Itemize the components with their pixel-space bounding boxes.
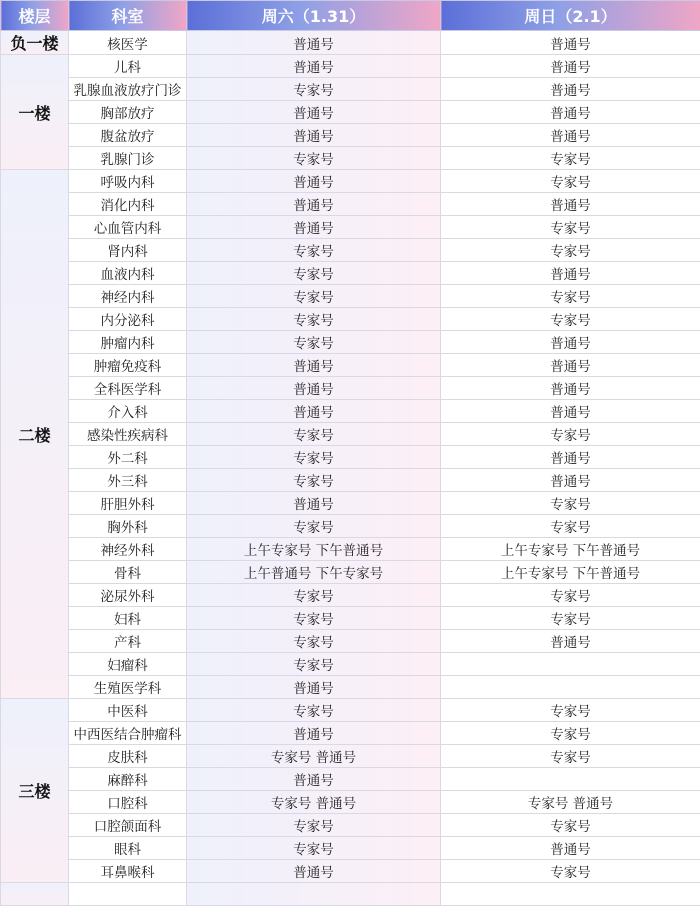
table-row: [1, 124, 700, 147]
sunday-cell: 普通号: [441, 837, 700, 860]
sunday-cell: 普通号: [441, 193, 700, 216]
dept-cell: 肿瘤内科: [69, 331, 187, 354]
dept-cell: 妇科: [69, 607, 187, 630]
sunday-cell: 普通号: [441, 630, 700, 653]
dept-cell: 外二科: [69, 446, 187, 469]
saturday-cell: 专家号: [187, 699, 441, 722]
saturday-cell: 专家号: [187, 331, 441, 354]
table-row: [1, 78, 700, 101]
saturday-cell: 普通号: [187, 400, 441, 423]
dept-cell: 生殖医学科: [69, 676, 187, 699]
saturday-cell: 普通号: [187, 216, 441, 239]
sunday-cell: 普通号: [441, 377, 700, 400]
saturday-cell: 普通号: [187, 377, 441, 400]
saturday-cell: 普通号: [187, 768, 441, 791]
table-row: [1, 584, 700, 607]
saturday-cell: 普通号: [187, 124, 441, 147]
sunday-cell: 专家号: [441, 423, 700, 446]
sunday-cell: 专家号: [441, 745, 700, 768]
sunday-cell: 普通号: [441, 78, 700, 101]
header-row: [1, 1, 700, 31]
sunday-cell: 专家号: [441, 147, 700, 170]
schedule-body: [1, 31, 700, 906]
table-row: [1, 630, 700, 653]
dept-cell: 泌尿外科: [69, 584, 187, 607]
table-row: [1, 722, 700, 745]
table-row: [1, 469, 700, 492]
table-row: [1, 331, 700, 354]
saturday-cell: 专家号: [187, 469, 441, 492]
table-row: [1, 814, 700, 837]
dept-cell: 中西医结合肿瘤科: [69, 722, 187, 745]
saturday-cell: 专家号: [187, 814, 441, 837]
saturday-cell: 上午普通号 下午专家号: [187, 561, 441, 584]
table-row: [1, 446, 700, 469]
dept-cell: 骨科: [69, 561, 187, 584]
saturday-cell: 普通号: [187, 193, 441, 216]
saturday-cell: 专家号: [187, 630, 441, 653]
dept-cell: 口腔科: [69, 791, 187, 814]
dept-cell: 妇瘤科: [69, 653, 187, 676]
table-row: [1, 262, 700, 285]
sunday-cell: 普通号: [441, 31, 700, 55]
table-row: [1, 699, 700, 722]
sunday-cell: 上午专家号 下午普通号: [441, 561, 700, 584]
blank-cell: [69, 883, 187, 906]
saturday-cell: 专家号 普通号: [187, 791, 441, 814]
header-sunday: 周日（2.1）: [441, 1, 700, 31]
dept-cell: 内分泌科: [69, 308, 187, 331]
dept-cell: 口腔颌面科: [69, 814, 187, 837]
dept-cell: 胸部放疗: [69, 101, 187, 124]
table-row: [1, 193, 700, 216]
dept-cell: 眼科: [69, 837, 187, 860]
saturday-cell: 专家号: [187, 837, 441, 860]
table-row: [1, 538, 700, 561]
dept-cell: 乳腺门诊: [69, 147, 187, 170]
dept-cell: 腹盆放疗: [69, 124, 187, 147]
saturday-cell: 普通号: [187, 31, 441, 55]
dept-cell: 乳腺血液放疗门诊: [69, 78, 187, 101]
dept-cell: 中医科: [69, 699, 187, 722]
sunday-cell: 普通号: [441, 469, 700, 492]
sunday-cell: 专家号 普通号: [441, 791, 700, 814]
sunday-cell: 普通号: [441, 101, 700, 124]
dept-cell: 介入科: [69, 400, 187, 423]
table-row: [1, 55, 700, 78]
table-row: [1, 31, 700, 55]
saturday-cell: 上午专家号 下午普通号: [187, 538, 441, 561]
sunday-cell: 专家号: [441, 584, 700, 607]
dept-cell: 产科: [69, 630, 187, 653]
sunday-cell: 专家号: [441, 285, 700, 308]
floor-cell: 一楼: [1, 55, 69, 170]
dept-cell: 儿科: [69, 55, 187, 78]
header-dept: 科室: [69, 1, 187, 31]
sunday-cell: 普通号: [441, 124, 700, 147]
saturday-cell: 专家号: [187, 308, 441, 331]
floor-cell: 负一楼: [1, 31, 69, 55]
table-row: [1, 837, 700, 860]
sunday-cell: 专家号: [441, 492, 700, 515]
saturday-cell: 普通号: [187, 676, 441, 699]
blank-cell: [441, 883, 700, 906]
table-row: [1, 745, 700, 768]
sunday-cell: [441, 676, 700, 699]
dept-cell: 血液内科: [69, 262, 187, 285]
table-row: [1, 768, 700, 791]
table-row: [1, 423, 700, 446]
dept-cell: 胸外科: [69, 515, 187, 538]
dept-cell: 感染性疾病科: [69, 423, 187, 446]
table-row: [1, 308, 700, 331]
saturday-cell: 专家号 普通号: [187, 745, 441, 768]
dept-cell: 核医学: [69, 31, 187, 55]
table-row: [1, 216, 700, 239]
saturday-cell: 普通号: [187, 722, 441, 745]
sunday-cell: [441, 653, 700, 676]
table-row: [1, 285, 700, 308]
saturday-cell: 专家号: [187, 446, 441, 469]
dept-cell: 耳鼻喉科: [69, 860, 187, 883]
dept-cell: 肾内科: [69, 239, 187, 262]
table-row: [1, 147, 700, 170]
saturday-cell: 普通号: [187, 55, 441, 78]
table-row: [1, 354, 700, 377]
table-row: [1, 170, 700, 193]
sunday-cell: 专家号: [441, 239, 700, 262]
sunday-cell: 专家号: [441, 607, 700, 630]
table-row: [1, 377, 700, 400]
header-saturday: 周六（1.31）: [187, 1, 441, 31]
table-row: [1, 791, 700, 814]
saturday-cell: 专家号: [187, 285, 441, 308]
dept-cell: 神经内科: [69, 285, 187, 308]
table-row: [1, 492, 700, 515]
blank-row: [1, 883, 700, 906]
sunday-cell: 专家号: [441, 699, 700, 722]
dept-cell: 神经外科: [69, 538, 187, 561]
saturday-cell: 专家号: [187, 262, 441, 285]
sunday-cell: 专家号: [441, 722, 700, 745]
table-row: [1, 515, 700, 538]
dept-cell: 外三科: [69, 469, 187, 492]
sunday-cell: 普通号: [441, 446, 700, 469]
sunday-cell: [441, 768, 700, 791]
sunday-cell: 普通号: [441, 331, 700, 354]
dept-cell: 全科医学科: [69, 377, 187, 400]
table-row: [1, 239, 700, 262]
dept-cell: 皮肤科: [69, 745, 187, 768]
saturday-cell: 专家号: [187, 423, 441, 446]
floor-cell: 二楼: [1, 170, 69, 699]
sunday-cell: 普通号: [441, 262, 700, 285]
sunday-cell: 普通号: [441, 354, 700, 377]
sunday-cell: 上午专家号 下午普通号: [441, 538, 700, 561]
table-row: [1, 653, 700, 676]
dept-cell: 肿瘤免疫科: [69, 354, 187, 377]
saturday-cell: 普通号: [187, 101, 441, 124]
floor-cell: 三楼: [1, 699, 69, 883]
blank-cell: [1, 883, 69, 906]
dept-cell: 肝胆外科: [69, 492, 187, 515]
blank-cell: [187, 883, 441, 906]
dept-cell: 呼吸内科: [69, 170, 187, 193]
saturday-cell: 普通号: [187, 354, 441, 377]
saturday-cell: 专家号: [187, 239, 441, 262]
saturday-cell: 专家号: [187, 584, 441, 607]
table-row: [1, 400, 700, 423]
saturday-cell: 专家号: [187, 147, 441, 170]
saturday-cell: 普通号: [187, 860, 441, 883]
table-row: [1, 860, 700, 883]
table-row: [1, 101, 700, 124]
saturday-cell: 普通号: [187, 170, 441, 193]
dept-cell: 心血管内科: [69, 216, 187, 239]
saturday-cell: 专家号: [187, 653, 441, 676]
dept-cell: 麻醉科: [69, 768, 187, 791]
saturday-cell: 专家号: [187, 78, 441, 101]
sunday-cell: 专家号: [441, 170, 700, 193]
sunday-cell: 普通号: [441, 400, 700, 423]
sunday-cell: 专家号: [441, 515, 700, 538]
saturday-cell: 普通号: [187, 492, 441, 515]
saturday-cell: 专家号: [187, 515, 441, 538]
table-row: [1, 676, 700, 699]
saturday-cell: 专家号: [187, 607, 441, 630]
sunday-cell: 专家号: [441, 860, 700, 883]
table-row: [1, 561, 700, 584]
sunday-cell: 专家号: [441, 308, 700, 331]
sunday-cell: 普通号: [441, 55, 700, 78]
header-floor: 楼层: [1, 1, 69, 31]
dept-cell: 消化内科: [69, 193, 187, 216]
table-row: [1, 607, 700, 630]
sunday-cell: 专家号: [441, 216, 700, 239]
sunday-cell: 专家号: [441, 814, 700, 837]
